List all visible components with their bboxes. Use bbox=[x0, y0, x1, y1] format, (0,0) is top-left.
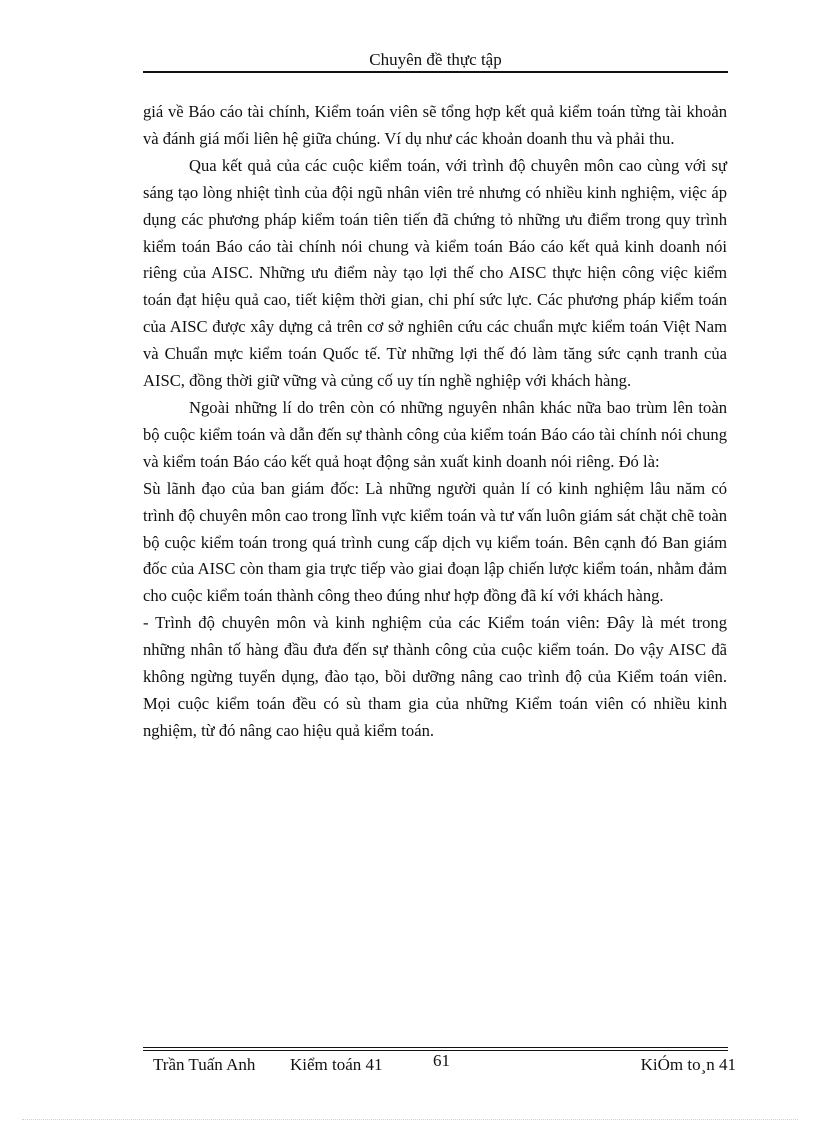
paragraph-leadership: Sù lãnh đạo của ban giám đốc: Là những người quản lí có kinh nghiệm lâu năm có trình độ chuyên môn cao trong lĩnh vực kiểm toán và tư vấn luôn giám sát chặt chẽ toàn bộ cuộc kiểm toán trong quá trình cung cấp dịch vụ kiểm toán. Bên cạnh đó Ban giám đốc của AISC còn tham gia trực tiếp vào giai đoạn lập chiến lược kiểm toán, nhằm đảm cho cuộc kiểm toán thành công theo đúng như hợp đồng đã kí với khách hàng. bbox=[143, 478, 727, 606]
page-bottom-edge bbox=[22, 1119, 798, 1120]
footer-author: Trần Tuấn Anh bbox=[153, 1055, 256, 1074]
footer-class: Kiểm toán 41 bbox=[290, 1055, 383, 1074]
paragraph-audit-results: Qua kết quả của các cuộc kiểm toán, với trình độ chuyên môn cao cùng với sự sáng tạo lòng nhiệt tình của đội ngũ nhân viên trẻ nhưng có nhiều kinh nghiệm, việc áp dụng các phương pháp kiểm toán tiên tiến đã chứng tỏ những ưu điểm trong quy trình kiểm toán Báo cáo tài chính nói chung và kiểm toán Báo cáo kết quả kinh doanh nói riêng của AISC. Những ưu điểm này tạo lợi thế cho AISC thực hiện công việc kiểm toán đạt hiệu quả cao, tiết kiệm thời gian, chi phí sức lực. Các phương pháp kiểm toán của AISC được xây dựng cả trên cơ sở nghiên cứu các chuẩn mực kiểm toán Việt Nam và Chuẩn mực kiểm toán Quốc tế. Từ những lợi thế đó làm tăng sức cạnh tranh của AISC, đồng thời giữ vững và củng cố uy tín nghề nghiệp với khách hàng. bbox=[143, 155, 727, 391]
paragraph-continuation: giá về Báo cáo tài chính, Kiểm toán viên sẽ tổng hợp kết quả kiểm toán từng tài khoản và đánh giá mối liên hệ giữa chúng. Ví dụ như các khoản doanh thu và phải thu. bbox=[143, 102, 727, 148]
header-rule bbox=[143, 71, 728, 73]
paragraph-auditor-expertise: - Trình độ chuyên môn và kinh nghiệm của các Kiểm toán viên: Đây là mét trong những nhân tố hàng đầu đưa đến sự thành công của cuộc kiểm toán. Do vậy AISC đã không ngừng tuyển dụng, đào tạo, bồi dưỡng nâng cao trình độ của Kiểm toán viên. Mọi cuộc kiểm toán đều có sù tham gia của những Kiểm toán viên có nhiều kinh nghiệm, từ đó nâng cao hiệu quả kiểm toán. bbox=[143, 613, 727, 740]
body-text bbox=[143, 99, 727, 745]
page-header-title: Chuyên đề thực tập bbox=[369, 50, 502, 69]
footer-rule bbox=[143, 1047, 728, 1048]
page-footer bbox=[143, 1053, 736, 1075]
page-number: 61 bbox=[433, 1051, 450, 1070]
footer-right-text: KiÓm to¸n 41 bbox=[640, 1055, 736, 1074]
paragraph-other-reasons: Ngoài những lí do trên còn có những nguyên nhân khác nữa bao trùm lên toàn bộ cuộc kiểm toán và dẫn đến sự thành công của kiểm toán Báo cáo tài chính nói chung và kiểm toán Báo cáo kết quả hoạt động sản xuất kinh doanh nói riêng. Đó là: bbox=[143, 397, 727, 471]
